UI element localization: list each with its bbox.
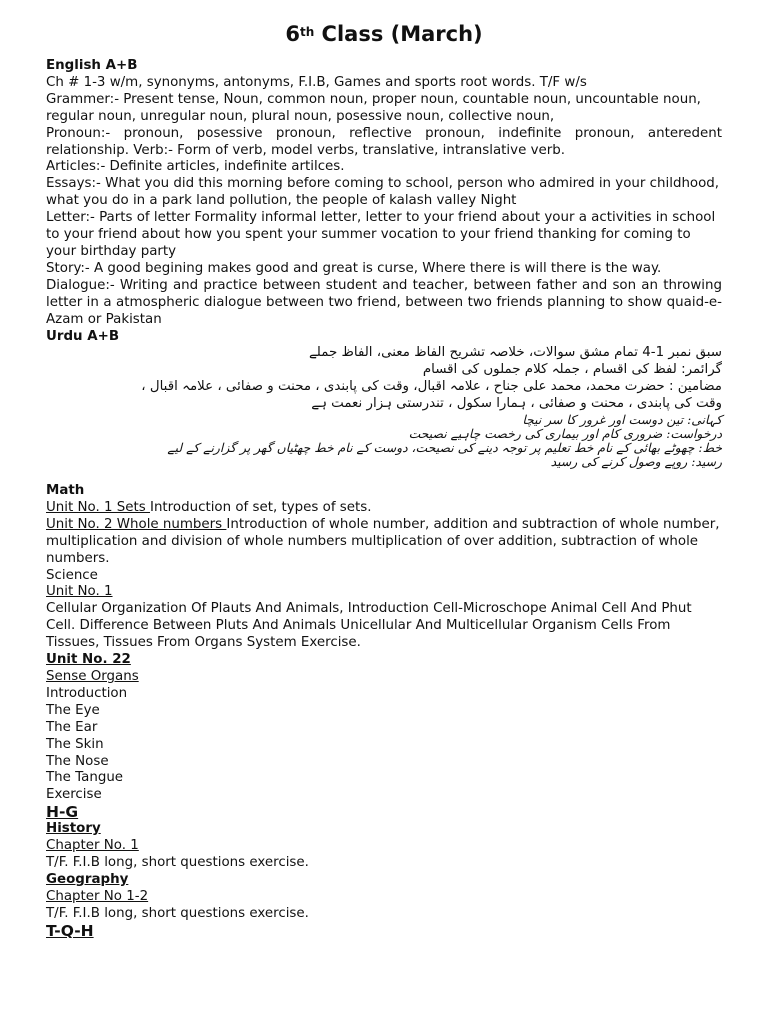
science-topic: The Skin <box>46 736 104 752</box>
geography-chapter: Chapter No 1-2 <box>46 888 149 904</box>
urdu-handwritten-line: درخواست: ضروری کام اور بیماری کی رخصت چاہیے نصیحت <box>408 426 722 442</box>
title-superscript: th <box>299 25 315 39</box>
english-line: Articles:- Definite articles, indefinite artilces. <box>46 159 345 175</box>
science-unit-1-label: Unit No. 1 <box>46 584 113 600</box>
english-line: Letter:- Parts of letter Formality informal letter, letter to your friend about your a activities in school to your friend about how you spent your summer vocation to your friend thanking for coming to your birthday party <box>46 210 716 259</box>
english-line: Dialogue:- Writing and practice between student and teacher, between father and son an throwing letter in a atmospheric dialogue between two friend, between two friends planning to show quaid-e-Azam or Pakistan <box>46 277 722 327</box>
english-line: Ch # 1-3 w/m, synonyms, antonyms, F.I.B, Games and sports root words. T/F w/s <box>46 74 587 90</box>
science-heading: Science <box>46 567 98 583</box>
urdu-handwritten-line: کہانی: تین دوست اور غرور کا سر نیچا <box>522 412 722 428</box>
history-text: T/F. F.I.B long, short questions exercise. <box>46 854 309 870</box>
english-heading: English A+B <box>46 58 138 73</box>
hg-heading: H-G <box>46 803 79 822</box>
science-topic: Introduction <box>46 685 128 701</box>
math-unit-1-label: Unit No. 1 Sets <box>46 499 150 515</box>
urdu-handwritten-line: رسید: روپے وصول کرنے کی رسید <box>550 454 722 470</box>
math-unit-1-text: Introduction of set, types of sets. <box>150 499 372 515</box>
urdu-line: وقت کی پابندی ، محنت و صفائی ، ہمارا سکول ، تندرستی ہزار نعمت ہے <box>311 396 722 412</box>
history-heading: History <box>46 821 101 837</box>
spacer <box>46 469 722 483</box>
urdu-line: سبق نمبر 1-4 تمام مشق سوالات، خلاصہ تشریح الفاظ معنی، الفاظ جملے <box>308 345 722 361</box>
math-unit-1 <box>46 500 722 517</box>
syllabus-page <box>46 20 722 940</box>
urdu-line: گرائمر: لفظ کی اقسام ، جملہ کلام جملوں کی اقسام <box>422 362 722 378</box>
english-line: Essays:- What you did this morning before coming to school, person who admired in your childhood, what you do in a park land pollution, the people of kalash valley Night <box>46 176 720 209</box>
science-topic: Exercise <box>46 787 102 803</box>
title-number: 6 <box>285 22 300 46</box>
geography-heading: Geography <box>46 871 129 887</box>
geography-text: T/F. F.I.B long, short questions exercise. <box>46 905 309 921</box>
title-text: Class (March) <box>314 22 483 46</box>
tqh-heading: T-Q-H <box>46 921 94 940</box>
english-line: Grammer:- Present tense, Noun, common noun, proper noun, countable noun, uncountable noun, regular noun, unregular noun, plural noun, posessive noun, collective noun, <box>46 91 701 124</box>
math-unit-2-text: Introduction of whole number, addition and subtraction of whole number, multiplication and division of whole numbers multiplication of over addition, subtraction of whole numbers. <box>46 516 720 566</box>
math-unit-2 <box>46 517 722 568</box>
science-unit-1-text: Cellular Organization Of Plauts And Animals, Introduction Cell-Microschope Animal Cell And Phut Cell. Difference Between Pluts And Animals Unicellular And Multicellular Organism Cells From Tissues, Tissues From Organs System Exercise. <box>46 601 692 651</box>
urdu-heading: Urdu A+B <box>46 328 120 344</box>
science-topic: The Tangue <box>46 770 124 786</box>
urdu-handwritten-line: خط: چھوٹے بھائی کے نام خط تعلیم پر توجہ دینے کی نصیحت، دوست کے نام خط چھٹیاں گھر پر گزارنے کے لیے <box>167 440 722 456</box>
english-line: Story:- A good begining makes good and great is curse, Where there is will there is the way. <box>46 260 662 276</box>
english-line: Pronoun:- pronoun, posessive pronoun, reflective pronoun, indefinite pronoun, anteredent relationship. Verb:- Form of verb, model verbs, translative, intranslative verb. <box>46 125 722 158</box>
science-topic: The Eye <box>46 702 100 718</box>
urdu-line: مضامین : حضرت محمد، محمد علی جناح ، علامہ اقبال، وقت کی پابندی ، محنت و صفائی ، علامہ اقبال ، <box>141 379 722 395</box>
science-unit-22-subtitle: Sense Organs <box>46 669 139 684</box>
science-topic: The Nose <box>46 753 109 769</box>
math-heading: Math <box>46 483 85 499</box>
history-chapter: Chapter No. 1 <box>46 838 139 854</box>
page-title <box>46 20 722 48</box>
science-topic: The Ear <box>46 719 98 735</box>
math-unit-2-label: Unit No. 2 Whole numbers <box>46 516 227 532</box>
science-unit-22-label: Unit No. 22 <box>46 652 131 668</box>
